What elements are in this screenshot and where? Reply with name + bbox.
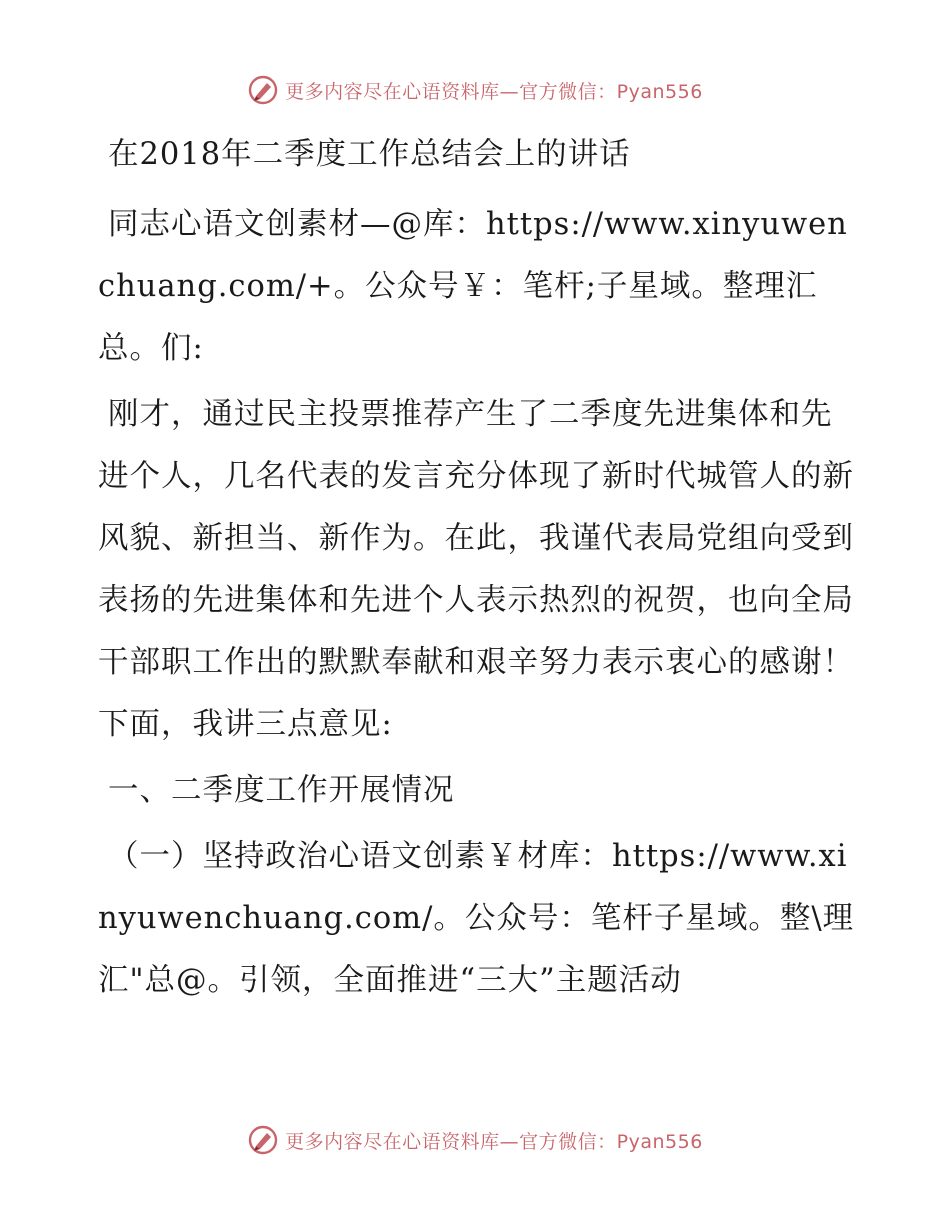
document-title: 在2018年二季度工作总结会上的讲话 — [108, 137, 631, 172]
footer-watermark-banner — [0, 1120, 950, 1160]
greeting-paragraph: 同志心语文创素材—@库：https://www.xinyuwenchuang.com/+。公众号￥：笔杆;子星域。整理汇总。们: — [98, 207, 848, 366]
header-watermark-banner — [0, 70, 950, 110]
pen-logo-icon — [247, 1124, 279, 1156]
footer-watermark-text: 更多内容尽在心语资料库—官方微信：Pyan556 — [285, 1130, 703, 1153]
header-watermark-text: 更多内容尽在心语资料库—官方微信：Pyan556 — [285, 80, 703, 103]
pen-logo-icon — [247, 74, 279, 106]
subsection-heading: （一）坚持政治心语文创素￥材库：https://www.xinyuwenchuang.com/。公众号：笔杆子星域。整\理汇"总@。引领，全面推进“三大”主题活动 — [98, 839, 855, 998]
section-heading: 一、二季度工作开展情况 — [108, 773, 455, 808]
document-body — [98, 124, 858, 1016]
body-paragraph: 刚才，通过民主投票推荐产生了二季度先进集体和先进个人，几名代表的发言充分体现了新时代城管人的新风貌、新担当、新作为。在此，我谨代表局党组向受到表扬的先进集体和先进个人表示热烈的祝贺，也向全局干部职工作出的默默奉献和艰辛努力表示衷心的感谢！下面，我讲三点意见: — [98, 397, 854, 742]
